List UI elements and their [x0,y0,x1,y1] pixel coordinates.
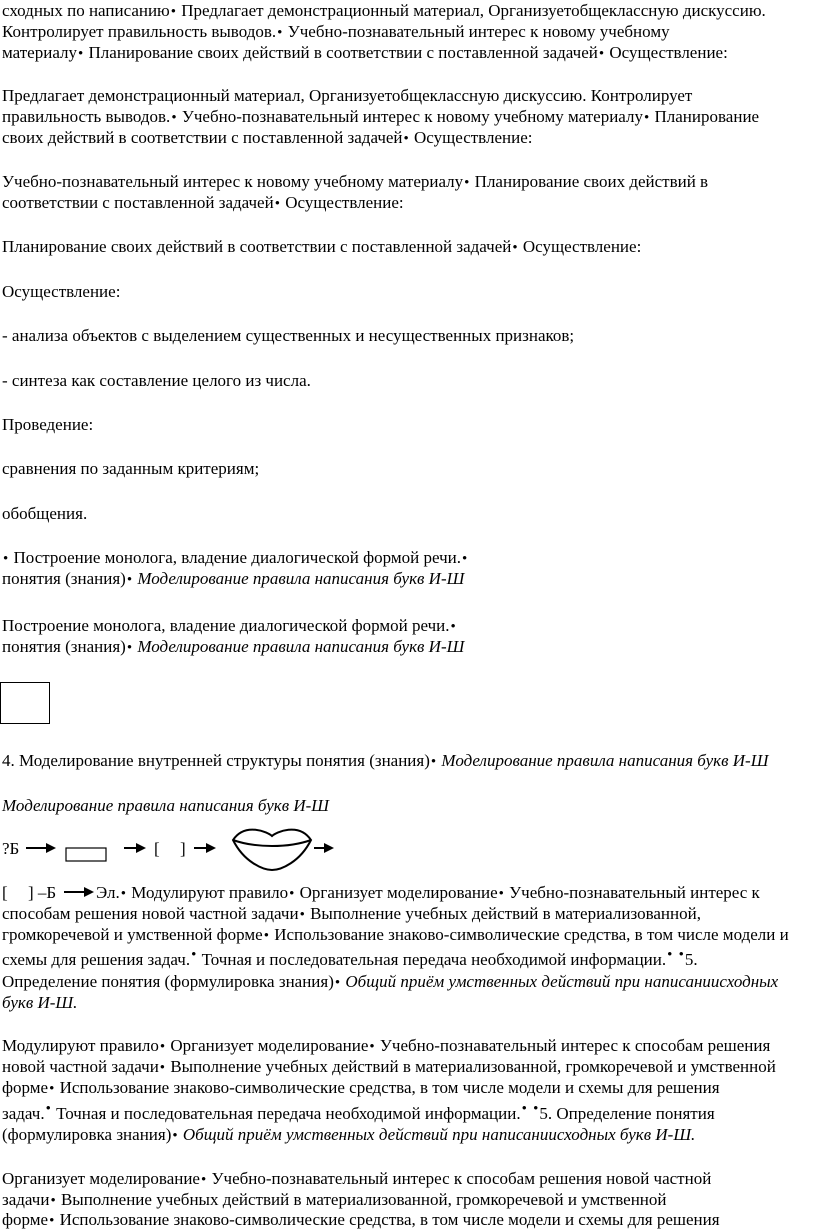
para15-line2: способам решения новой частной задачи• Выполнение учебных действий в материализованной, [2,904,701,923]
para9: сравнения по заданным критериям; [2,459,260,478]
bullet-icon: • [512,240,518,256]
para15-line6: букв И-Ш. [2,993,78,1012]
empty-frame [0,682,50,724]
bullet-icon: • [533,1101,539,1117]
para3-line1: Учебно-познавательный интерес к новому учебному материалу• Планирование своих действий в [2,172,709,191]
para17-line1: Организует моделирование• Учебно-познавательный интерес к способам решения новой частной [2,1169,712,1188]
para6: - анализа объектов с выделением существенных и несущественных признаков; [2,326,575,345]
para15-line5: Определение понятия (формулировка знания)• Общий приём умственных действий при написаниисходных [2,972,779,991]
para14: Моделирование правила написания букв И-Ш [2,796,330,815]
para15-line4: схемы для решения задач.• Точная и последовательная передача необходимой информации.• •5. [2,947,698,969]
bullet-icon: • [172,1128,178,1144]
para8: Проведение: [2,415,94,434]
para11-line1: • Построение монолога, владение диалогической формой речи.• [3,548,468,567]
bullet-icon: • [263,928,269,944]
para16-line1: Модулируют правило• Организует моделирование• Учебно-познавательный интерес к способам решения [2,1036,771,1055]
para15-line1: Эл.• Модулируют правило• Организует моделирование• Учебно-познавательный интерес к [96,883,760,902]
bullet-icon: • [49,1213,55,1229]
bullet-icon: • [678,947,684,963]
para1-line2: Контролирует правильность выводов.• Учебно-познавательный интерес к новому учебному [2,22,670,41]
bullet-icon: • [667,947,673,963]
bullet-icon: • [50,1193,56,1209]
diagram-bracket-right: ] [180,839,186,858]
bullet-icon: • [78,46,84,62]
bullet-icon: • [643,110,650,126]
para16-line2: новой частной задачи• Выполнение учебных действий в материализованной, громкоречевой и умственной [2,1057,776,1076]
bullet-icon: • [45,1101,51,1117]
para12-line2: понятия (знания)• Моделирование правила написания букв И-Ш [2,637,465,656]
bullet-icon: • [299,907,305,923]
para4-line1: Планирование своих действий в соответствии с поставленной задачей• Осуществление: [2,237,642,256]
bullet-icon: • [171,110,177,126]
bullet-icon: • [464,175,470,191]
para2-line3: своих действий в соответствии с поставленной задачей• Осуществление: [2,128,533,147]
bullet-icon: • [430,754,437,770]
bullet-icon: • [159,1039,166,1055]
bullet-icon: • [200,1172,207,1188]
mouth-shape-icon [233,830,311,870]
bullet-icon: • [369,1039,375,1055]
bullet-icon: • [126,640,133,656]
para15-bracket-b: ] –Б [28,883,57,902]
model-rectangle [66,848,106,861]
bullet-icon: • [598,46,605,62]
bullet-icon: • [498,886,504,902]
para16-line5: (формулировка знания)• Общий приём умственных действий при написаниисходных букв И-Ш. [2,1125,696,1144]
para3-line2: соответствии с поставленной задачей• Осуществление: [2,193,404,212]
para2-line2: правильность выводов.• Учебно-познавательный интерес к новому учебному материалу• Планирование [2,107,760,126]
arrow-3-icon [194,843,216,853]
bullet-icon: • [334,975,341,991]
para16-line4: задач.• Точная и последовательная передача необходимой информации.• •5. Определение понятия [2,1101,715,1123]
para17-line2: задачи• Выполнение учебных действий в материализованной, громкоречевой и умственной [2,1190,667,1209]
bullet-icon: • [3,551,9,567]
para13: 4. Моделирование внутренней структуры понятия (знания)• Моделирование правила написания букв И-Ш [2,751,769,770]
bullet-icon: • [289,886,295,902]
para1-line3: материалу• Планирование своих действий в соответствии с поставленной задачей• Осуществление: [2,43,728,62]
diagram-start-label: ?Б [2,839,20,858]
para1-line1: сходных по написанию• Предлагает демонстрационный материал, Организуетобщеклассную дискуссию. [2,1,766,20]
para17-line3: форме• Использование знаково-символические средства, в том числе модели и схемы для решения [2,1210,720,1229]
bullet-icon: • [159,1060,166,1076]
bullet-icon: • [126,572,133,588]
bullet-icon: • [461,551,468,567]
para15-bracket-left: [ [2,883,8,902]
bullet-icon: • [274,196,280,212]
para15-line3: громкоречевой и умственной форме• Использование знаково-символические средства, в том числе модели и [2,925,789,944]
bullet-icon: • [450,619,456,635]
arrow-4-icon [314,843,334,853]
para7: - синтеза как составление целого из числа. [2,371,311,390]
para16-line3: форме• Использование знаково-символические средства, в том числе модели и схемы для решения [2,1078,720,1097]
para5: Осуществление: [2,282,121,301]
para11-line2: понятия (знания)• Моделирование правила написания букв И-Ш [2,569,465,588]
bullet-icon: • [521,1101,527,1117]
bullet-icon: • [403,131,409,147]
para10: обобщения. [2,504,88,523]
bullet-icon: • [191,947,197,963]
bullet-icon: • [120,886,126,902]
para12-line1: Построение монолога, владение диалогической формой речи.• [2,616,456,635]
para2-line1: Предлагает демонстрационный материал, Организуетобщеклассную дискуссию. Контролирует [2,86,693,105]
bullet-icon: • [49,1081,55,1097]
bullet-icon: • [277,25,283,41]
arrow-1-icon [26,843,56,853]
diagram-bracket-left: [ [154,839,160,858]
model-diagram [0,820,816,880]
bullet-icon: • [170,4,177,20]
arrow-2-icon [124,843,146,853]
